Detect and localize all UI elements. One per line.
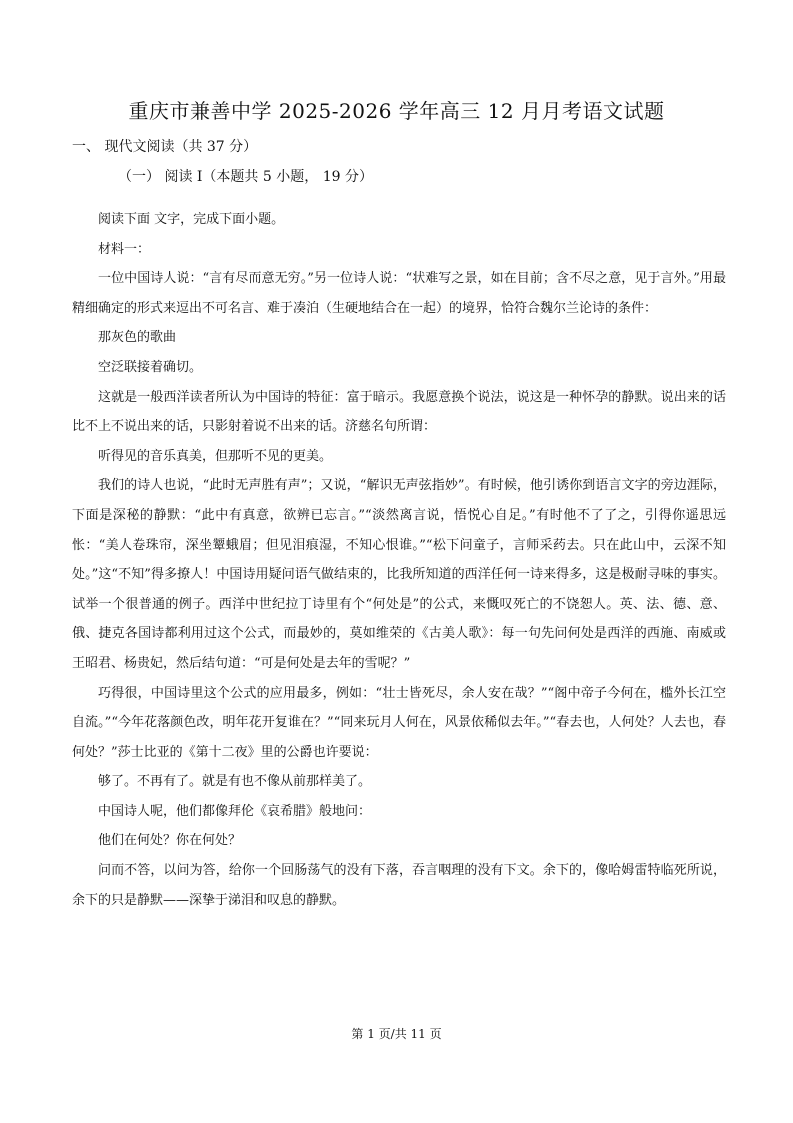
poem-line: 那灰色的歌曲 bbox=[98, 330, 177, 346]
paragraph: 问而不答，以问为答，给你一个回肠荡气的没有下落，吞言咽理的没有下文。余下的，像哈姆雷特临死所说，余下的只是静默——深挚于涕泪和叹息的静默。 bbox=[72, 863, 726, 908]
paragraph: 我们的诗人也说，“此时无声胜有声”；又说，“解识无声弦指妙”。有时候，他引诱你到语言文字的旁边涯际，下面是深秘的静默：“此中有真意，欲辨已忘言。”“淡然离言说，悟悦心自足。”有时他不了了之，引得你遥思远怅：“美人卷珠帘，深坐颦蛾眉；但见泪痕湿，不知心恨谁。”“松下问童子，言师采药去。只在此山中，云深不知处。”这“不知”得多撩人！中国诗用疑问语气做结束的，比我所知道的西洋任何一诗来得多，这是极耐寻味的事实。试举一个很普通的例子。西洋中世纪拉丁诗里有个“何处是”的公式，来慨叹死亡的不饶恕人。英、法、德、意、俄、捷克各国诗都利用过这个公式，而最妙的，莫如维荣的《古美人歌》：每一句先问何处是西洋的西施、南威或王昭君、杨贵妃，然后结句道：“可是何处是去年的雪呢？” bbox=[72, 478, 726, 671]
paragraph-instruction: 阅读下面 文字，完成下面小题。 bbox=[98, 212, 285, 227]
page-footer: 第 1 页/共 11 页 bbox=[351, 1027, 442, 1041]
paragraph: 中国诗人呢，他们都像拜伦《哀希腊》般地问： bbox=[98, 803, 372, 819]
reading-passage bbox=[72, 205, 726, 915]
section-heading: 一、 现代文阅读（共 37 分） bbox=[72, 139, 258, 155]
document-title: 重庆市兼善中学 2025-2026 学年高三 12 月月考语文试题 bbox=[128, 99, 665, 123]
quote-line: 他们在何处？你在何处？ bbox=[98, 833, 242, 849]
quote-line: 听得见的音乐真美，但那听不见的更美。 bbox=[98, 448, 333, 464]
paragraph: 一位中国诗人说：“言有尽而意无穷。”另一位诗人说：“状难写之景，如在目前；含不尽之意，见于言外。”用最精细确定的形式来逗出不可名言、难于凑泊（生硬地结合在一起）的境界，恰符合魏尔兰论诗的条件： bbox=[72, 271, 726, 316]
subsection-heading: （一） 阅读 I（本题共 5 小题， 19 分） bbox=[118, 169, 373, 185]
poem-line: 空泛联接着确切。 bbox=[98, 359, 203, 375]
paragraph: 巧得很，中国诗里这个公式的应用最多，例如：“壮士皆死尽，余人安在哉？”“阁中帝子今何在，槛外长江空自流。”“今年花落颜色改，明年花开复谁在？”“同来玩月人何在，风景依稀似去年。”“春去也，人何处？人去也，春何处？”莎士比亚的《第十二夜》里的公爵也许要说： bbox=[72, 685, 726, 760]
paragraph: 这就是一般西洋读者所认为中国诗的特征：富于暗示。我愿意换个说法，说这是一种怀孕的静默。说出来的话比不上不说出来的话，只影射着说不出来的话。济慈名句所谓： bbox=[72, 389, 726, 435]
quote-line: 够了。不再有了。就是有也不像从前那样美了。 bbox=[98, 774, 372, 790]
paragraph-material-label: 材料一： bbox=[98, 241, 151, 257]
